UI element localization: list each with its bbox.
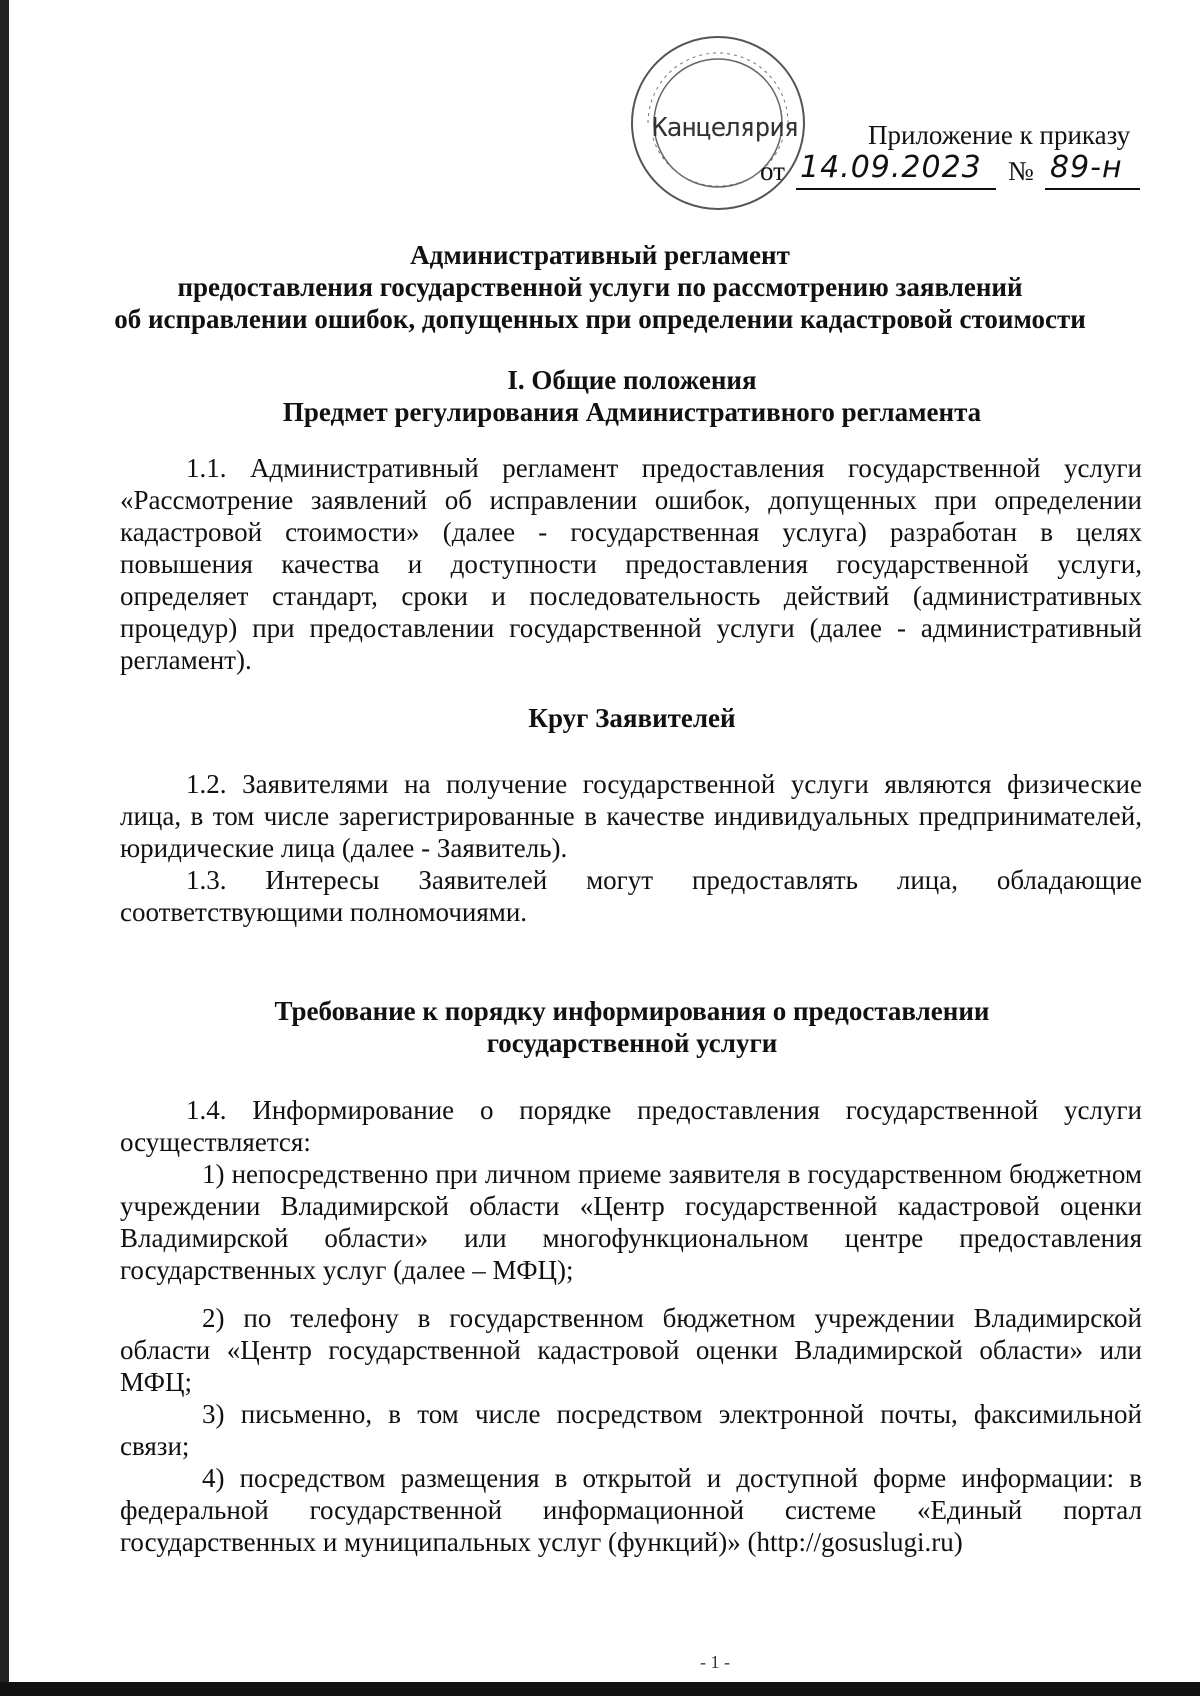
list-item-4: 4) посредством размещения в открытой и доступной форме информации: в федеральной государственной информационной системе «Единый портал государственных и муниципальных услуг (функций)» (http://gosuslugi.ru) [120, 1463, 1142, 1557]
paragraph-1-3: 1.3. Интересы Заявителей могут предоставлять лица, обладающие соответствующими полномочиями. [120, 865, 1142, 927]
list-item-1: 1) непосредственно при личном приеме заявителя в государственном бюджетном учреждении Владимирской области «Центр государственной кадастровой оценки Владимирской области» или многофункциональном центре предоставления государственных услуг (далее – МФЦ); [120, 1159, 1142, 1285]
section-subheading: Предмет регулирования Административного регламента [282, 397, 982, 427]
number-label: № [1008, 156, 1034, 186]
informing-heading-line1: Требование к порядку информирования о предоставлении [274, 996, 990, 1026]
order-date: 14.09.2023 [800, 150, 982, 185]
informing-heading-line2: государственной услуги [486, 1028, 778, 1058]
order-number: 89-н [1050, 150, 1123, 185]
list-item-2: 2) по телефону в государственном бюджетном учреждении Владимирской области «Центр государственной кадастровой оценки Владимирской области» или МФЦ; [120, 1303, 1142, 1397]
from-label: от [760, 156, 785, 186]
list-item-3: 3) письменно, в том числе посредством электронной почты, факсимильной связи; [120, 1399, 1142, 1461]
paragraph-1-2: 1.2. Заявителями на получение государственной услуги являются физические лица, в том числе зарегистрированные в качестве индивидуальных предпринимателей, юридические лица (далее - Заявитель). [120, 769, 1142, 863]
page-number: - 1 - [700, 1652, 730, 1672]
document-title-line2: предоставления государственной услуги по рассмотрению заявлений [177, 272, 1023, 302]
scan-bottom-edge [0, 1682, 1200, 1696]
number-underline [1045, 188, 1140, 190]
order-date-number-line [760, 150, 1140, 192]
stamp-center-text: Канцелярия [652, 113, 799, 143]
date-underline [796, 188, 996, 190]
paragraph-1-4: 1.4. Информирование о порядке предоставления государственной услуги осуществляется: [120, 1095, 1142, 1157]
paragraph-1-1: 1.1. Административный регламент предоставления государственной услуги «Рассмотрение заявлений об исправлении ошибок, допущенных при определении кадастровой стоимости» (далее - государственная услуга) разработан в целях повышения качества и доступности предоставления государственной услуги, определяет стандарт, сроки и последовательность действий (административных процедур) при предоставлении государственной услуги (далее - административный регламент). [120, 453, 1142, 675]
applicants-heading: Круг Заявителей [528, 703, 736, 733]
section-heading: I. Общие положения [507, 365, 757, 395]
document-title-line3: об исправлении ошибок, допущенных при определении кадастровой стоимости [114, 304, 1086, 334]
document-title-line1: Административный регламент [410, 240, 790, 270]
appendix-label: Приложение к приказу [868, 120, 1131, 150]
